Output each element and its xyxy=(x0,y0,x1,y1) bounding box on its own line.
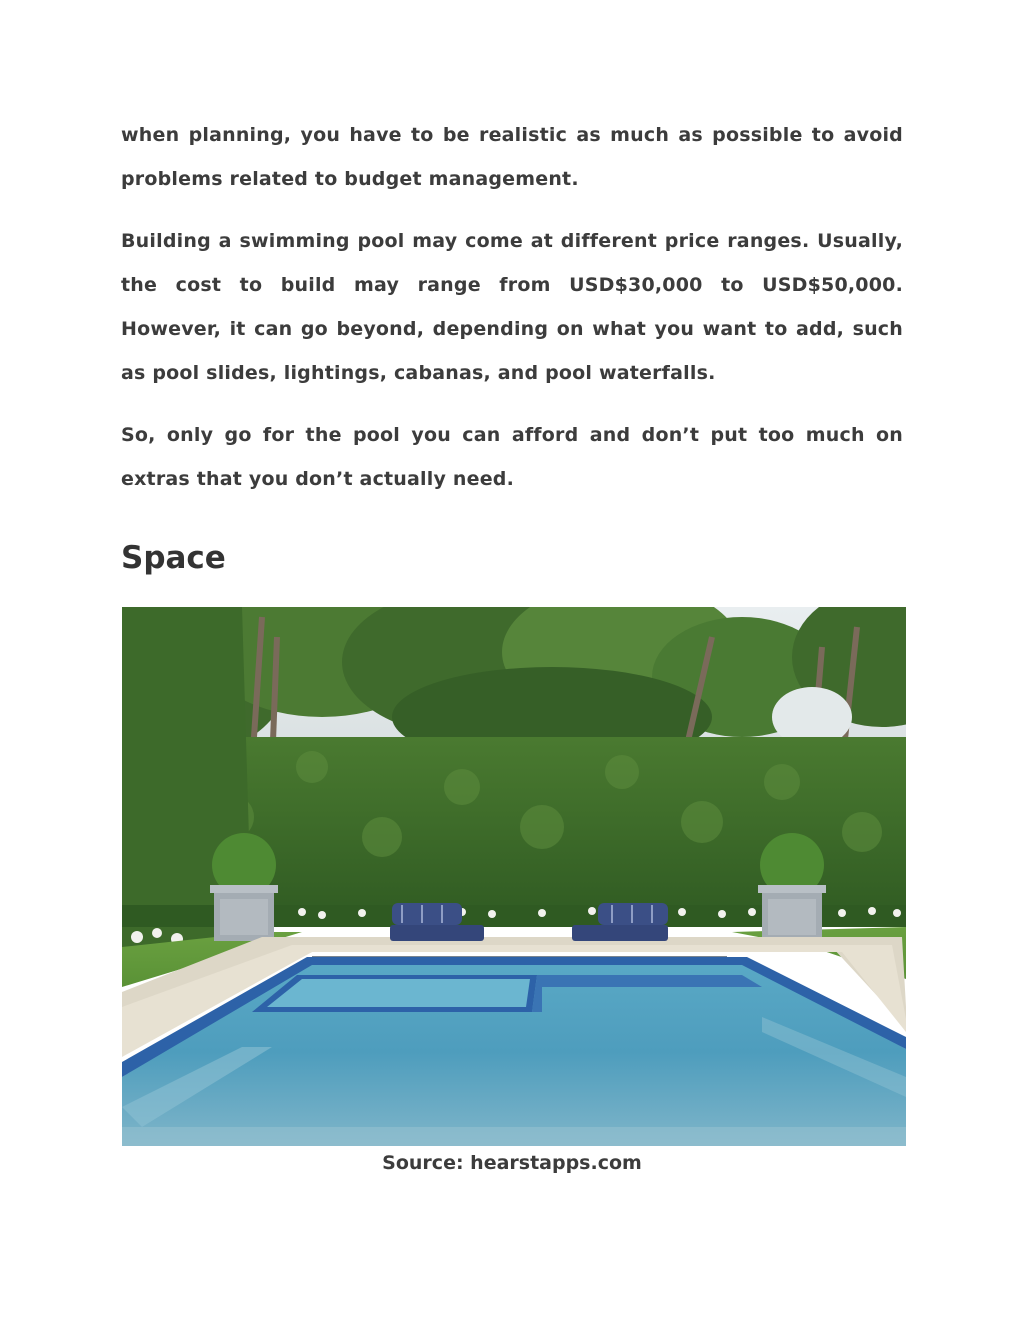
section-heading-space: Space xyxy=(121,540,226,576)
article-body xyxy=(121,113,903,519)
pool-photo-illustration xyxy=(122,607,906,1146)
image-caption: Source: hearstapps.com xyxy=(382,1152,642,1174)
pool-photo xyxy=(122,607,906,1146)
paragraph-budget-intro: when planning, you have to be realistic as much as possible to avoid problems related to budget management. xyxy=(121,124,903,190)
paragraph-price-range: Building a swimming pool may come at different price ranges. Usually, the cost to build may range from USD$30,000 to USD$50,000. However, it can go beyond, depending on what you want to add, such as pool slides, lightings, cabanas, and pool waterfalls. xyxy=(121,230,903,384)
paragraph-afford: So, only go for the pool you can afford and don’t put too much on extras that you don’t actually need. xyxy=(121,424,903,490)
